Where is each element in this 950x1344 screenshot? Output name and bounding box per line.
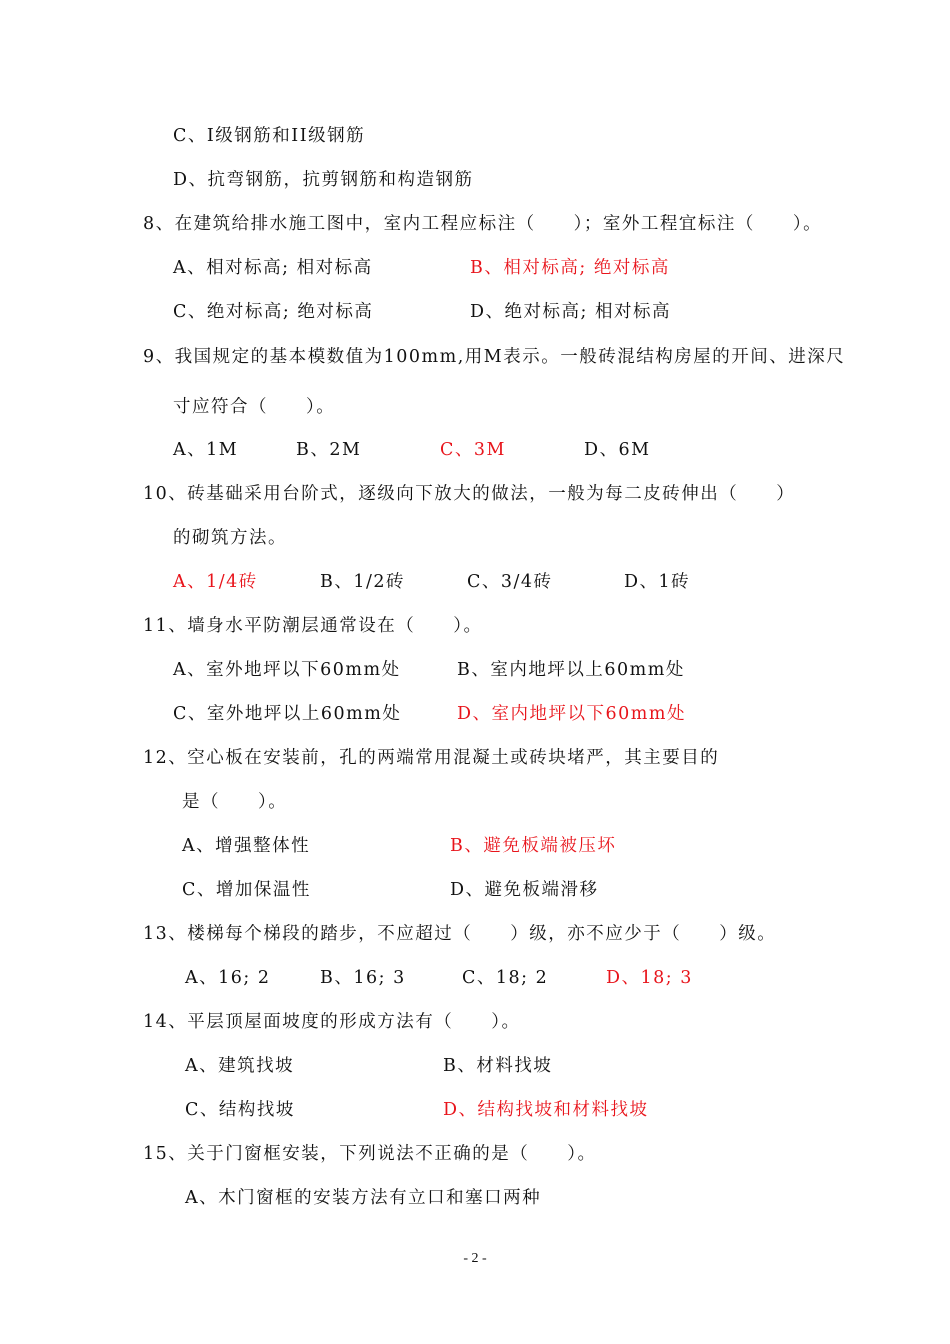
q10-option-d: D、1砖	[624, 572, 691, 592]
q11-option-a: A、室外地坪以下60mm处	[173, 660, 401, 680]
prev-option-c: C、I级钢筋和II级钢筋	[173, 126, 366, 146]
q13-option-c: C、18; 2	[462, 968, 549, 988]
q9-stem-line2: 寸应符合（ ）。	[173, 397, 336, 417]
q12-stem-line1: 12、空心板在安装前，孔的两端常用混凝土或砖块堵严，其主要目的	[143, 748, 720, 768]
q8-stem: 8、在建筑给排水施工图中，室内工程应标注（ ）；室外工程宜标注（ ）。	[143, 214, 823, 234]
page-number: - 2 -	[463, 1251, 487, 1266]
q8-option-a: A、相对标高; 相对标高	[173, 258, 373, 278]
q15-stem: 15、关于门窗框安装，下列说法不正确的是（ ）。	[143, 1144, 597, 1164]
q8-option-b-answer: B、相对标高; 绝对标高	[470, 258, 670, 278]
q10-option-b: B、1/2砖	[320, 572, 406, 592]
q9-stem-line1: 9、我国规定的基本模数值为100mm,用M表示。一般砖混结构房屋的开间、进深尺	[143, 347, 846, 367]
q10-stem-line2: 的砌筑方法。	[173, 528, 287, 548]
q9-option-c-answer: C、3M	[440, 440, 506, 460]
q11-option-b: B、室内地坪以上60mm处	[457, 660, 685, 680]
q10-option-a-answer: A、1/4砖	[173, 572, 258, 592]
q12-option-c: C、增加保温性	[182, 880, 311, 900]
q10-option-c: C、3/4砖	[467, 572, 553, 592]
q14-option-a: A、建筑找坡	[185, 1056, 295, 1076]
q12-option-b-answer: B、避免板端被压坏	[450, 836, 617, 856]
q12-option-a: A、增强整体性	[182, 836, 311, 856]
q15-option-a: A、木门窗框的安装方法有立口和塞口两种	[185, 1188, 542, 1208]
q14-option-b: B、材料找坡	[443, 1056, 553, 1076]
q8-option-c: C、绝对标高; 绝对标高	[173, 302, 374, 322]
q9-option-a: A、1M	[173, 440, 239, 460]
q14-stem: 14、平层顶屋面坡度的形成方法有（ ）。	[143, 1012, 521, 1032]
q14-option-c: C、结构找坡	[185, 1100, 295, 1120]
q11-option-c: C、室外地坪以上60mm处	[173, 704, 402, 724]
q12-option-d: D、避免板端滑移	[450, 880, 599, 900]
q13-option-d-answer: D、18; 3	[606, 968, 693, 988]
q9-option-b: B、2M	[296, 440, 362, 460]
q10-stem-line1: 10、砖基础采用台阶式，逐级向下放大的做法，一般为每二皮砖伸出（ ）	[143, 484, 796, 504]
q9-option-d: D、6M	[584, 440, 651, 460]
q13-option-b: B、16; 3	[320, 968, 406, 988]
q12-stem-line2: 是（ ）。	[182, 792, 288, 812]
q13-option-a: A、16; 2	[185, 968, 271, 988]
q8-option-d: D、绝对标高; 相对标高	[470, 302, 671, 322]
q13-stem: 13、楼梯每个梯段的踏步，不应超过（ ）级，亦不应少于（ ）级。	[143, 924, 777, 944]
q11-option-d-answer: D、室内地坪以下60mm处	[457, 704, 686, 724]
prev-option-d: D、抗弯钢筋，抗剪钢筋和构造钢筋	[173, 170, 474, 190]
q14-option-d-answer: D、结构找坡和材料找坡	[443, 1100, 649, 1120]
q11-stem: 11、墙身水平防潮层通常设在（ ）。	[143, 616, 483, 636]
